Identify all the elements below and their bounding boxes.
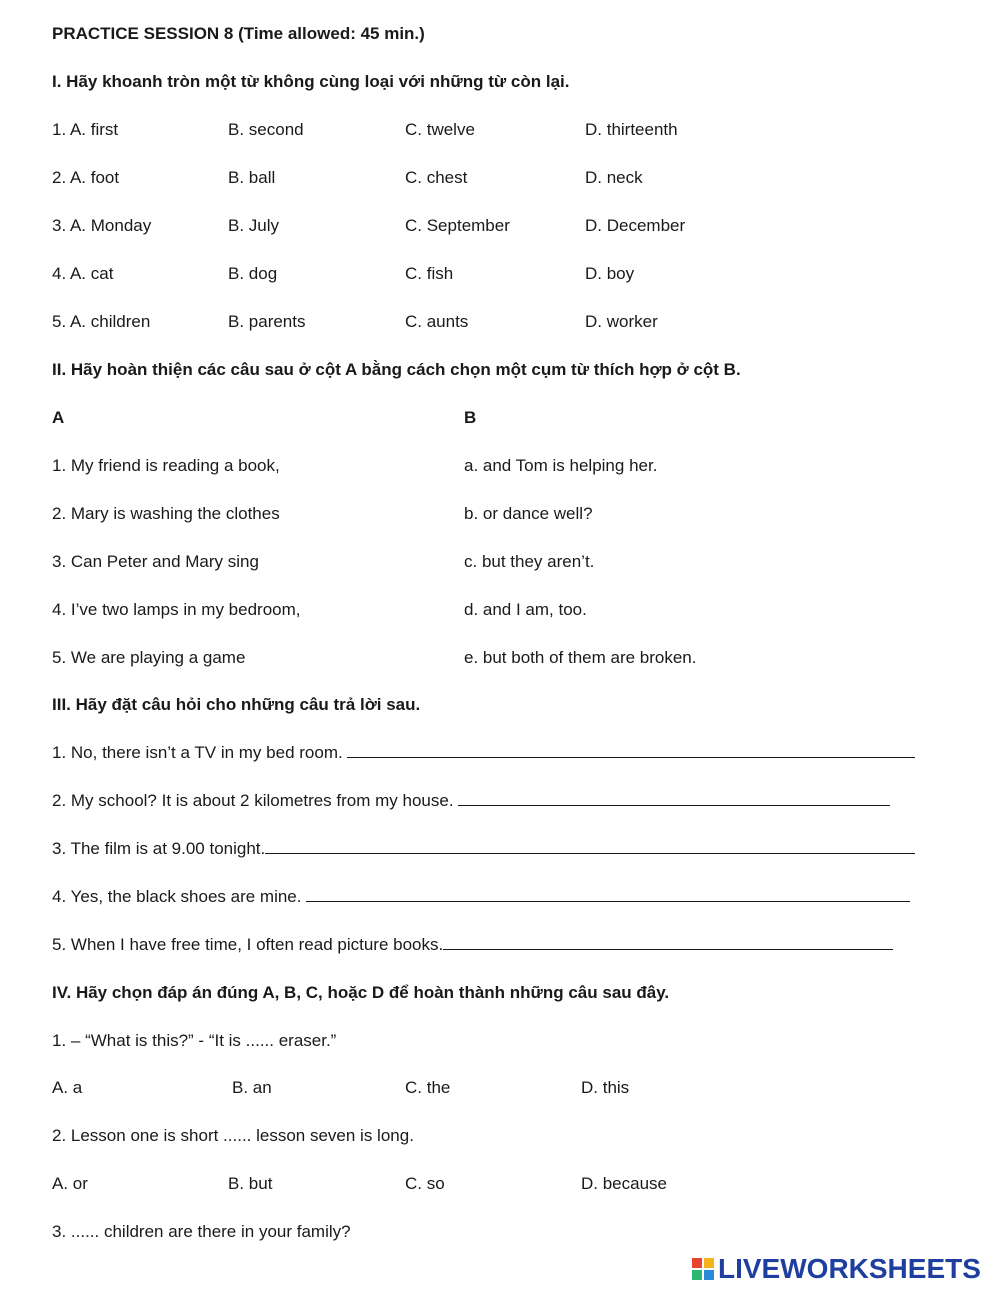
s1-option: 3. A. Monday (52, 216, 152, 235)
section-2-heading: II. Hãy hoàn thiện các câu sau ở cột A bằng cách chọn một cụm từ thích hợp ở cột B. (52, 360, 741, 379)
answer-blank[interactable] (265, 839, 915, 854)
s2-column-b-text: e. but both of them are broken. (464, 648, 697, 667)
s3-question-text: 2. My school? It is about 2 kilometres from my house. (52, 791, 459, 810)
s1-option: B. parents (228, 312, 306, 331)
s1-option: C. fish (405, 264, 454, 283)
s3-question-text: 5. When I have free time, I often read picture books. (52, 935, 444, 954)
section-4-heading: IV. Hãy chọn đáp án đúng A, B, C, hoặc D để hoàn thành những câu sau đây. (52, 983, 670, 1002)
s3-question-text: 3. The film is at 9.00 tonight. (52, 839, 266, 858)
s4-option: B. but (228, 1174, 273, 1193)
liveworksheets-logo (692, 1255, 981, 1283)
s1-option: 2. A. foot (52, 168, 120, 187)
s1-option: D. December (585, 216, 686, 235)
s1-option: 4. A. cat (52, 264, 114, 283)
answer-blank[interactable] (443, 935, 893, 950)
answer-blank[interactable] (306, 887, 910, 902)
s2-column-b-text: d. and I am, too. (464, 600, 587, 619)
s1-option: C. aunts (405, 312, 469, 331)
s1-option: D. worker (585, 312, 658, 331)
s3-question (52, 838, 915, 860)
s4-question-text: 2. Lesson one is short ...... lesson seven is long. (52, 1126, 414, 1145)
s4-option: A. a (52, 1078, 83, 1097)
s3-question-text: 4. Yes, the black shoes are mine. (52, 887, 307, 906)
s1-option: B. July (228, 216, 280, 235)
s1-option: 1. A. first (52, 120, 119, 139)
s1-option: D. boy (585, 264, 635, 283)
s2-column-a-text: 5. We are playing a game (52, 648, 246, 667)
s1-option: B. ball (228, 168, 276, 187)
logo-mark-icon (692, 1258, 714, 1280)
s4-option: D. this (581, 1078, 630, 1097)
s3-question (52, 934, 893, 956)
s4-option: C. so (405, 1174, 445, 1193)
column-b-label: B (464, 408, 477, 427)
s4-option: D. because (581, 1174, 667, 1193)
s1-option: 5. A. children (52, 312, 151, 331)
column-a-label: A (52, 408, 65, 427)
s4-option: A. or (52, 1174, 88, 1193)
answer-blank[interactable] (458, 791, 890, 806)
s4-option: B. an (232, 1078, 272, 1097)
s1-option: B. second (228, 120, 304, 139)
s1-option: C. twelve (405, 120, 475, 139)
s4-option: C. the (405, 1078, 451, 1097)
logo-text: LIVEWORKSHEETS (718, 1253, 981, 1284)
s1-option: C. September (405, 216, 510, 235)
s3-question (52, 886, 910, 908)
s2-column-a-text: 1. My friend is reading a book, (52, 456, 280, 475)
s2-column-a-text: 2. Mary is washing the clothes (52, 504, 280, 523)
section-3-heading: III. Hãy đặt câu hỏi cho những câu trả lời sau. (52, 695, 421, 714)
section-1-heading: I. Hãy khoanh tròn một từ không cùng loại với những từ còn lại. (52, 72, 570, 91)
s4-question-text: 1. – “What is this?” - “It is ...... eraser.” (52, 1031, 337, 1050)
s1-option: C. chest (405, 168, 468, 187)
s1-option: B. dog (228, 264, 278, 283)
s1-option: D. thirteenth (585, 120, 678, 139)
s1-option: D. neck (585, 168, 643, 187)
s3-question-text: 1. No, there isn’t a TV in my bed room. (52, 743, 348, 762)
s3-question (52, 790, 890, 812)
s2-column-b-text: a. and Tom is helping her. (464, 456, 658, 475)
answer-blank[interactable] (347, 743, 915, 758)
s4-question-text: 3. ...... children are there in your family? (52, 1222, 351, 1241)
s2-column-a-text: 4. I’ve two lamps in my bedroom, (52, 600, 301, 619)
s2-column-a-text: 3. Can Peter and Mary sing (52, 552, 259, 571)
s2-column-b-text: c. but they aren’t. (464, 552, 595, 571)
page-title: PRACTICE SESSION 8 (Time allowed: 45 min.) (52, 24, 425, 43)
s2-column-b-text: b. or dance well? (464, 504, 593, 523)
s3-question (52, 742, 915, 764)
